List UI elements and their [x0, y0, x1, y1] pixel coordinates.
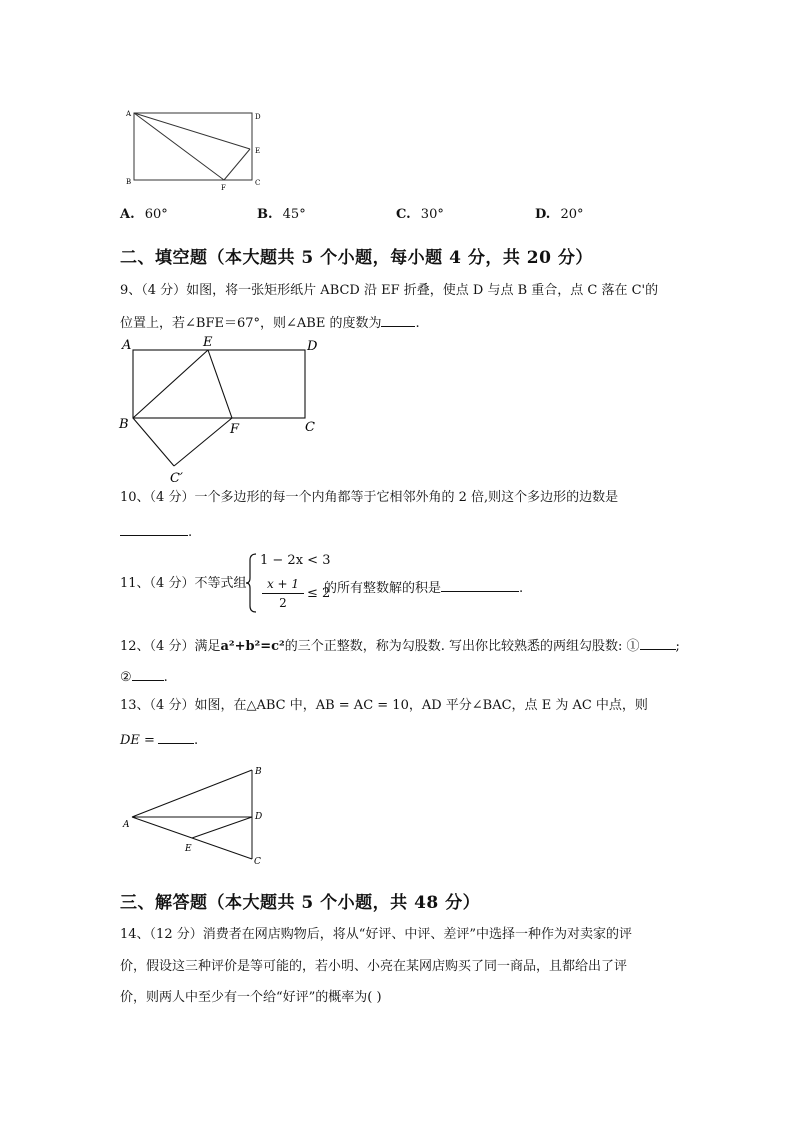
q9-line2-text: 位置上，若∠BFE＝67°，则∠ABE 的度数为 — [120, 316, 382, 331]
segment-ab — [132, 770, 252, 817]
label-c: C — [305, 420, 315, 435]
q12-line2 — [120, 666, 168, 687]
label-c: C — [255, 179, 261, 187]
q14-line1: 14、（12 分）消费者在网店购物后，将从“好评、中评、差评”中选择一种作为对卖家的评 — [120, 927, 633, 942]
q13-de-label: DE = — [120, 733, 155, 748]
option-a[interactable] — [120, 207, 168, 222]
label-b: B — [126, 178, 132, 186]
q9-line2 — [120, 312, 420, 333]
q11-line-suffix — [324, 577, 523, 598]
option-b[interactable] — [257, 207, 306, 222]
q10-line2 — [120, 521, 192, 542]
segment-de — [192, 817, 252, 838]
segment-fe — [224, 149, 250, 180]
q12-answer-blank-1[interactable] — [640, 635, 676, 650]
q14-line3: 价，则两人中至少有一个给“好评”的概率为( ) — [120, 990, 382, 1005]
label-a: A — [123, 820, 130, 830]
option-d-text: 20° — [560, 207, 584, 222]
q10-answer-blank[interactable] — [120, 521, 188, 536]
q11-suffix-text: 的所有整数解的积是 — [324, 581, 442, 596]
option-a-letter: A. — [120, 207, 135, 222]
q12-formula: a²+b²=c² — [220, 639, 285, 654]
q9-line2-end: . — [415, 316, 420, 331]
q11-brace — [244, 552, 258, 614]
segment-bc-prime — [133, 418, 174, 466]
q13-answer-blank[interactable] — [158, 729, 194, 744]
q11-end: . — [519, 581, 524, 596]
q12-answer-blank-2[interactable] — [132, 666, 164, 681]
label-a: A — [126, 110, 132, 118]
segment-af — [134, 113, 224, 180]
label-e: E — [185, 844, 192, 854]
section-2-title: 二、填空题（本大题共 5 个小题，每小题 4 分，共 20 分） — [120, 248, 593, 268]
option-d-letter: D. — [535, 207, 551, 222]
label-b: B — [119, 417, 129, 432]
label-f: F — [230, 422, 240, 437]
figure-q8 — [118, 105, 278, 195]
segment-ae — [134, 113, 250, 149]
option-d[interactable] — [535, 207, 584, 222]
q14-line2: 价，假设这三种评价是等可能的，若小明、小亮在某网店购买了同一商品，且都给出了评 — [120, 959, 628, 974]
label-d: D — [255, 113, 261, 121]
option-c-text: 30° — [420, 207, 444, 222]
q12-line1-end: ; — [675, 639, 680, 654]
rectangle-abcd — [134, 113, 252, 180]
option-c[interactable] — [396, 207, 444, 222]
q11-inequality-2-tail: ≤ 2 — [307, 586, 331, 601]
label-e: E — [203, 335, 213, 350]
q11-fraction-bar — [262, 593, 304, 594]
q13-line1: 13、（4 分）如图，在△ABC 中，AB = AC = 10，AD 平分∠BAC，点 E 为 AC 中点，则 — [120, 698, 648, 713]
q10-line2-end: . — [188, 525, 193, 540]
figure-q9 — [112, 332, 332, 484]
label-d: D — [307, 339, 318, 354]
rectangle-abcd — [133, 350, 305, 418]
option-b-text: 45° — [282, 207, 306, 222]
segment-ef — [208, 350, 232, 418]
figure-q13 — [118, 760, 278, 870]
q11-inequality-1: 1 − 2x < 3 — [260, 553, 331, 568]
segment-c-prime-f — [174, 418, 232, 466]
q11-frac-numerator: x + 1 — [266, 577, 300, 591]
label-c-prime: C′ — [170, 471, 183, 484]
q12-middle: 的三个正整数，称为勾股数. 写出你比较熟悉的两组勾股数: ① — [284, 639, 640, 654]
label-f: F — [221, 184, 226, 192]
label-c: C — [254, 857, 261, 867]
q12-circle-2: ② — [120, 670, 132, 685]
section-3-title: 三、解答题（本大题共 5 个小题，共 48 分） — [120, 893, 481, 913]
q12-prefix: 12、（4 分）满足 — [120, 639, 221, 654]
segment-be — [133, 350, 208, 418]
label-d: D — [255, 812, 263, 822]
q11-frac-denominator: 2 — [279, 596, 287, 610]
q12-line1 — [120, 635, 680, 656]
option-c-letter: C. — [396, 207, 411, 222]
option-a-text: 60° — [144, 207, 168, 222]
q9-line1: 9、（4 分）如图，将一张矩形纸片 ABCD 沿 EF 折叠，使点 D 与点 B 重合，点 C 落在 C'的 — [120, 283, 659, 298]
q13-line2-end: . — [193, 733, 199, 748]
option-b-letter: B. — [257, 207, 273, 222]
q10-line1: 10、（4 分）一个多边形的每一个内角都等于它相邻外角的 2 倍,则这个多边形的边数是 — [120, 490, 619, 505]
q11-prefix: 11、（4 分）不等式组 — [120, 576, 247, 591]
q11-answer-blank[interactable] — [441, 577, 519, 592]
q12-line2-end: . — [163, 670, 168, 685]
label-b: B — [255, 767, 262, 777]
label-a: A — [122, 338, 132, 353]
q9-answer-blank[interactable] — [381, 312, 415, 327]
q13-line2 — [120, 729, 198, 750]
label-e: E — [255, 147, 261, 155]
